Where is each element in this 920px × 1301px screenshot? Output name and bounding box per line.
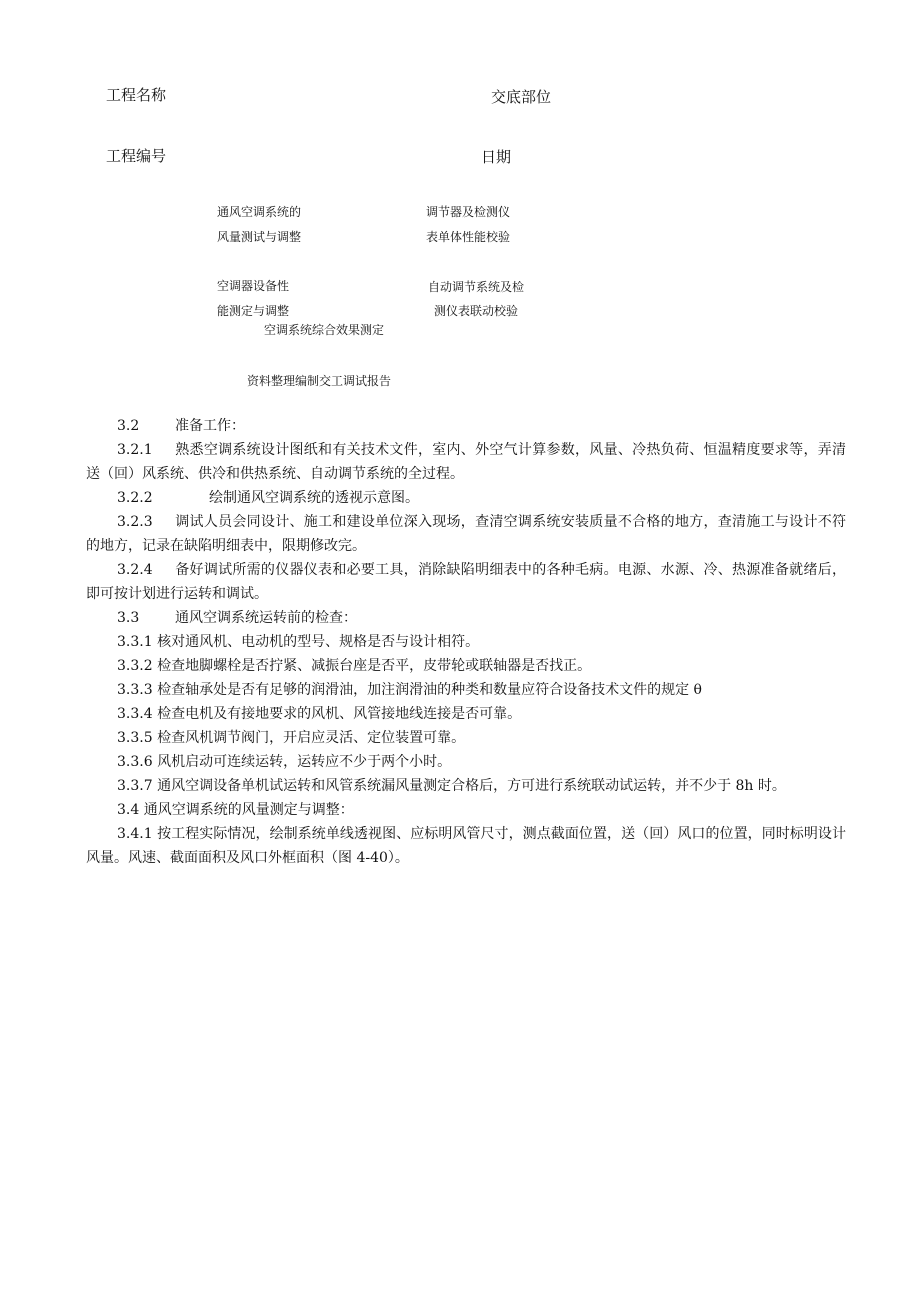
flow-box-ahu-line1: 空调器设备性	[217, 279, 290, 293]
paragraph-text: 熟悉空调系统设计图纸和有关技术文件，室内、外空气计算参数，风量、冷热负荷、恒温精度要求等，弄清送（回）风系统、供冷和供热系统、自动调节系统的全过程。	[86, 442, 846, 482]
section-3-2-3	[86, 510, 846, 558]
section-3-3-1: 3.3.1 核对通风机、电动机的型号、规格是否与设计相符。	[117, 634, 480, 650]
section-3-3-5: 3.3.5 检查风机调节阀门，开启应灵活、定位装置可靠。	[117, 730, 466, 746]
section-3-3	[86, 606, 846, 630]
flow-box-overall-effect: 空调系统综合效果测定	[264, 323, 385, 337]
flow-box-auto-control-line2: 测仪表联动校验	[434, 304, 519, 318]
section-3-3-4: 3.3.4 检查电机及有接地要求的风机、风管接地线连接是否可靠。	[117, 706, 522, 722]
section-3-3-3: 3.3.3 检查轴承处是否有足够的润滑油，加注润滑油的种类和数量应符合设备技术文件的规定 θ	[117, 682, 702, 698]
section-number: 3.2	[117, 418, 140, 434]
date-label: 日期	[481, 148, 512, 166]
flow-box-air-volume-line1: 通风空调系统的	[217, 205, 302, 219]
section-number: 3.2.1	[117, 442, 153, 458]
section-3-2-2	[86, 486, 846, 510]
section-3-3-6: 3.3.6 风机启动可连续运转，运转应不少于两个小时。	[117, 754, 452, 770]
flow-box-regulator-line1: 调节器及检测仪	[426, 205, 511, 219]
handover-part-label: 交底部位	[491, 88, 552, 106]
section-heading: 准备工作：	[175, 418, 245, 434]
flow-box-air-volume-line2: 风量测试与调整	[217, 230, 302, 244]
section-3-4-1: 3.4.1 按工程实际情况，绘制系统单线透视图、应标明风管尺寸，测点截面位置，送（回）风口的位置，同时标明设计风量。风速、截面面积及风口外框面积（图 4-40）。	[86, 826, 846, 866]
section-3-4: 3.4 通风空调系统的风量测定与调整：	[117, 802, 354, 818]
flow-box-ahu-line2: 能测定与调整	[217, 304, 290, 318]
section-number: 3.2.4	[117, 562, 153, 578]
section-3-3-2: 3.3.2 检查地脚螺栓是否拧紧、减振台座是否平，皮带轮或联轴器是否找正。	[117, 658, 592, 674]
paragraph-text: 调试人员会同设计、施工和建设单位深入现场，查清空调系统安装质量不合格的地方，查清施工与设计不符的地方，记录在缺陷明细表中，限期修改完。	[86, 514, 846, 554]
section-number: 3.3	[117, 610, 140, 626]
section-3-3-7: 3.3.7 通风空调设备单机试运转和风管系统漏风量测定合格后，方可进行系统联动试运转，并不少于 8h 时。	[117, 778, 786, 794]
section-number: 3.2.3	[117, 514, 153, 530]
section-3-2-1	[86, 438, 846, 486]
section-heading: 通风空调系统运转前的检查：	[175, 610, 357, 626]
paragraph-text: 备好调试所需的仪器仪表和必要工具，消除缺陷明细表中的各种毛病。电源、水源、冷、热源准备就绪后，即可按计划进行运转和调试。	[86, 562, 846, 602]
section-3-2-4	[86, 558, 846, 606]
project-name-label: 工程名称	[106, 86, 167, 104]
flow-box-auto-control-line1: 自动调节系统及检	[428, 280, 525, 294]
section-3-2	[86, 414, 846, 438]
paragraph-text: 绘制通风空调系统的透视示意图。	[209, 490, 419, 506]
section-number: 3.2.2	[117, 490, 153, 506]
flow-box-regulator-line2: 表单体性能校验	[426, 230, 511, 244]
document-body	[86, 414, 846, 870]
flow-box-report: 资料整理编制交工调试报告	[247, 374, 392, 388]
project-number-label: 工程编号	[106, 147, 167, 165]
